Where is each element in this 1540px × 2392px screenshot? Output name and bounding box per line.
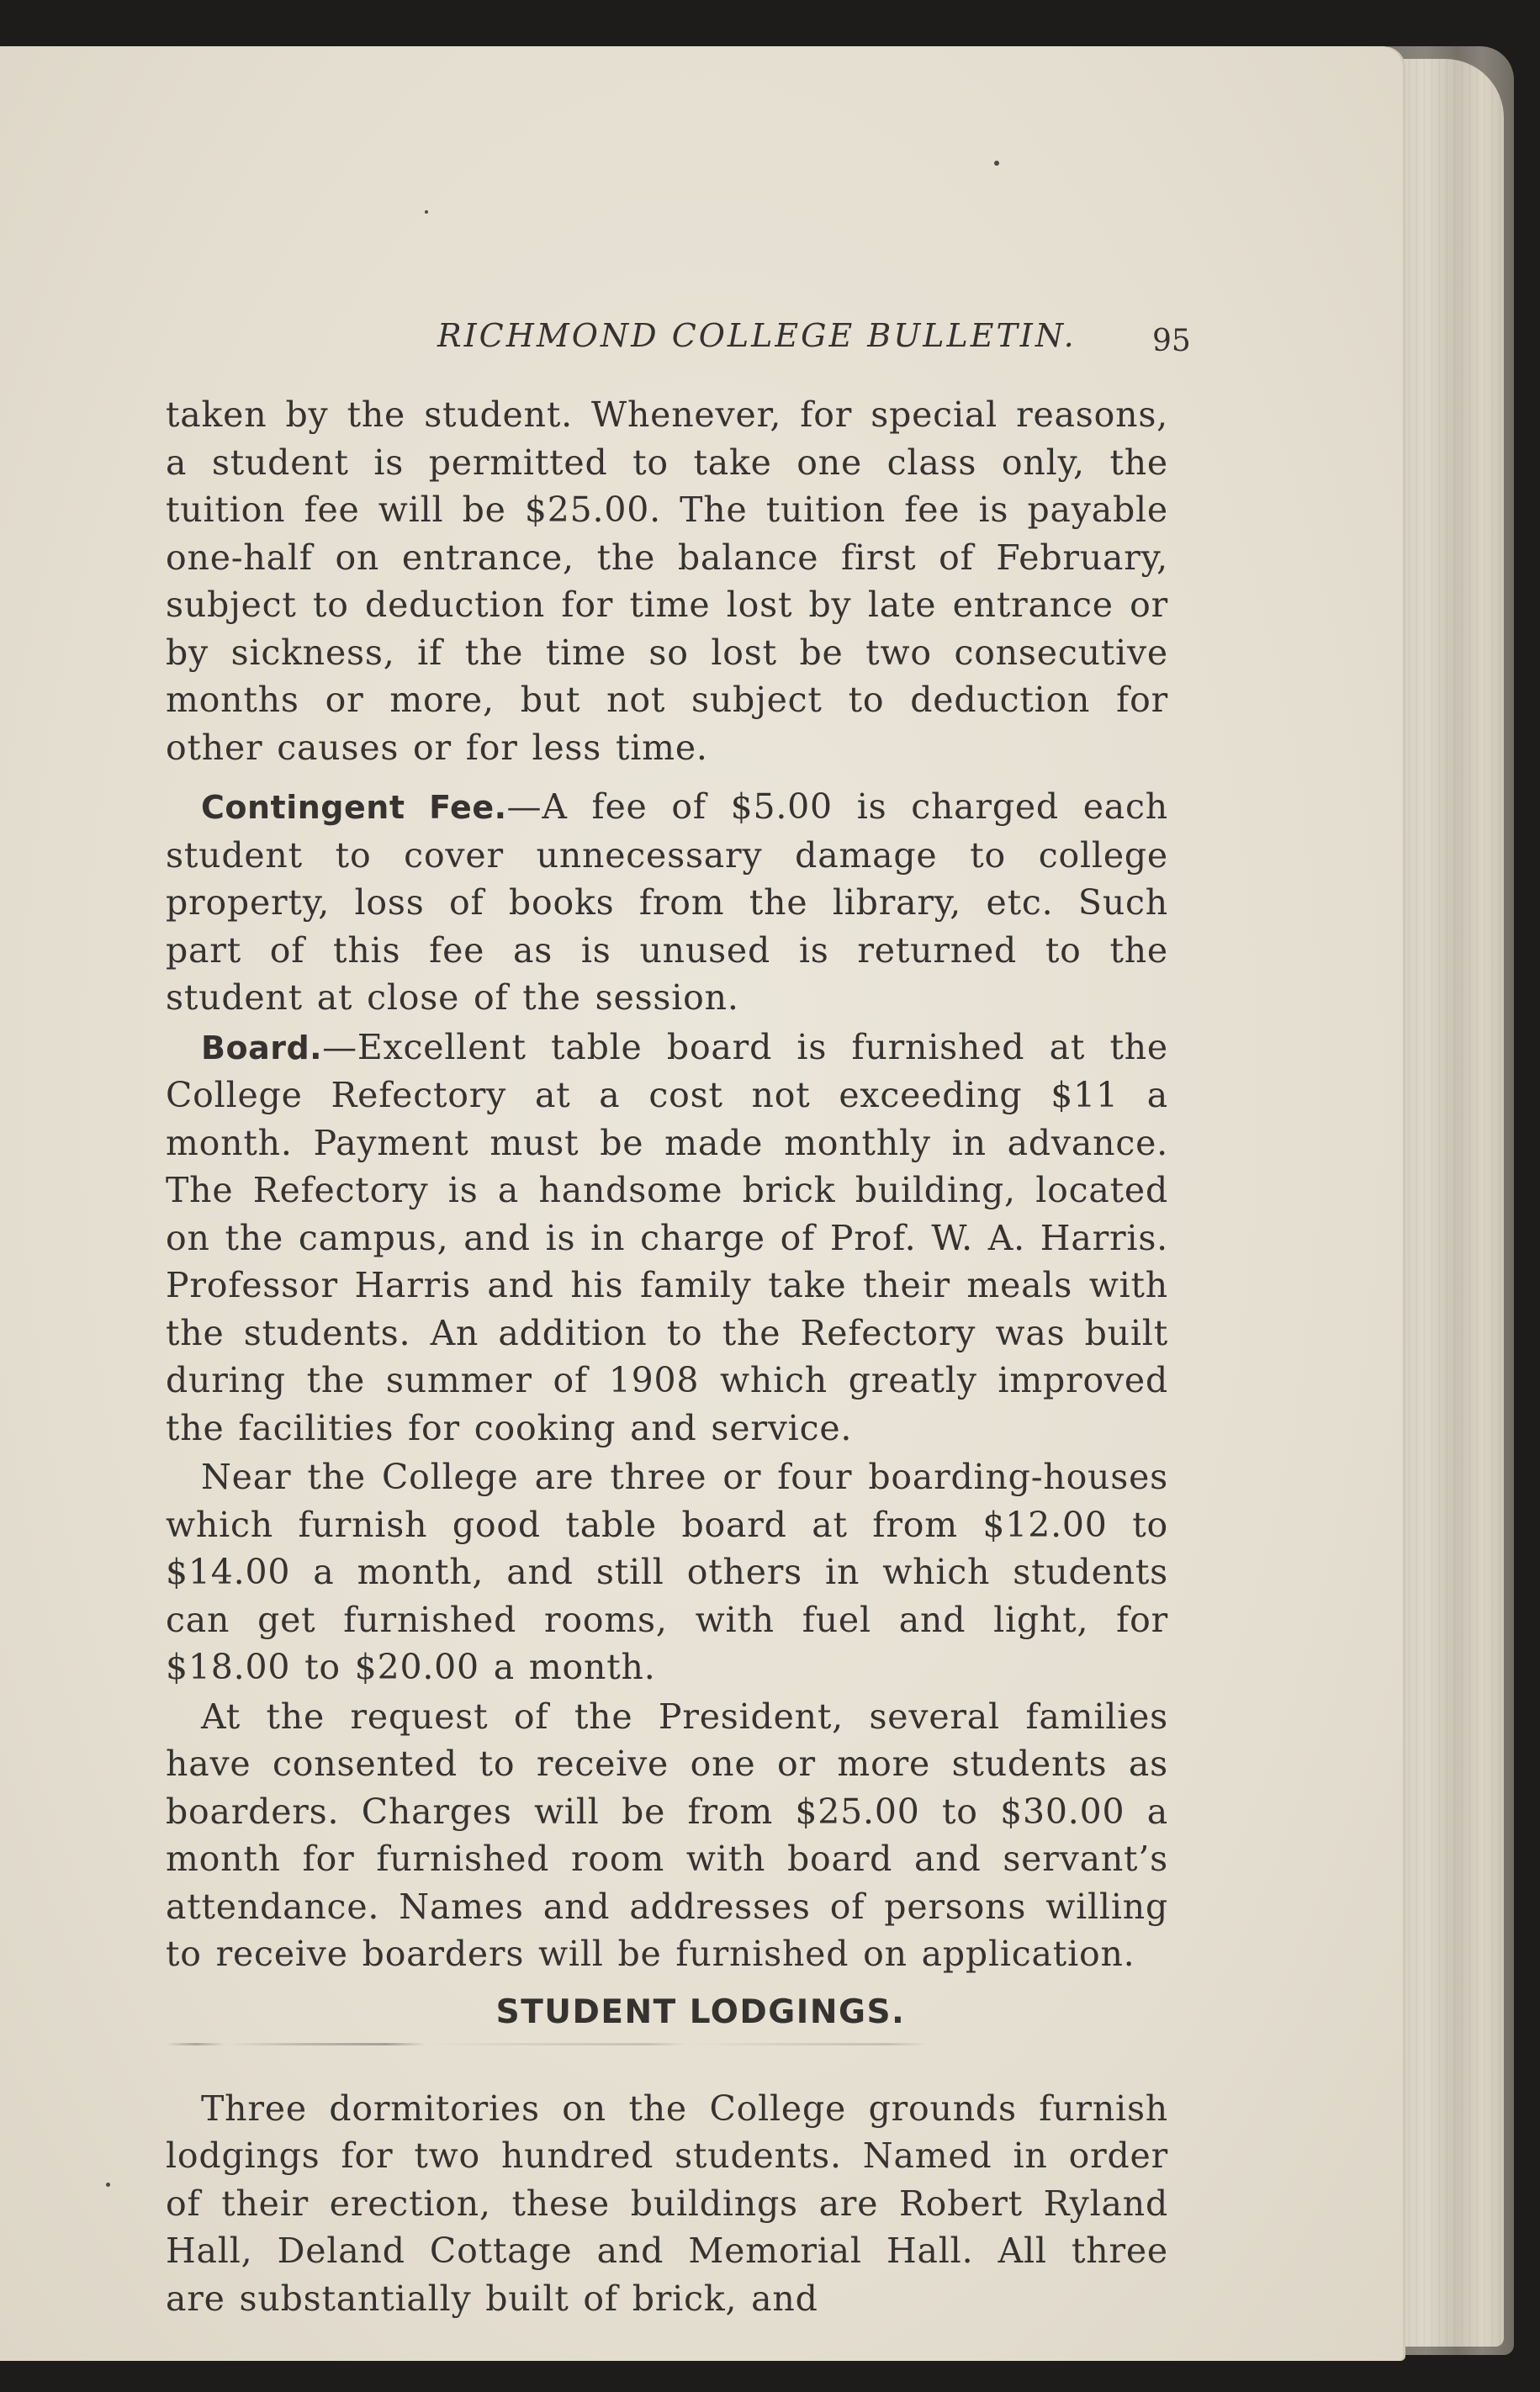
paragraph-text: Near the College are three or four boarding-houses which furnish good table board at from $12.00 to $14.00 a month, and still others in which students can get furnished rooms, with fuel and light, for $18.00 to $20.00 a month. [166, 1457, 1168, 1687]
paragraph-tuition [166, 391, 1168, 771]
paragraph-text: Three dormitories on the College grounds furnish lodgings for two hundred students. Named in order of their erection, these buildings are Robert Ryland Hall, Deland Cottage and Memorial Hall. All three are substantially built of brick, and [166, 2088, 1168, 2319]
paragraph-lodgings [166, 2085, 1168, 2323]
paragraph-lead: Contingent Fee. [201, 789, 507, 826]
section-heading: STUDENT LODGINGS. [495, 1992, 906, 2031]
type-smudge-rule [166, 2038, 1168, 2056]
paper-speck [994, 161, 999, 166]
page-stack-edge-outer [1388, 46, 1514, 2355]
paragraph-lead: Board. [201, 1029, 323, 1066]
paragraph-contingent-fee [166, 783, 1168, 1022]
paragraph-boarding-houses [166, 1453, 1168, 1691]
book-page [0, 46, 1403, 2361]
paragraph-families [166, 1693, 1168, 1978]
paragraph-text: taken by the student. Whenever, for special reasons, a student is permitted to take one class only, the tuition fee will be $25.00. The tuition fee is payable one-half on entrance, the balance first of February, subject to deduction for time lost by late entrance or by sickness, if the time so lost be two consecutive months or more, but not subject to deduction for other causes or for less time. [166, 394, 1168, 768]
paper-speck [106, 2183, 110, 2187]
paragraph-text: At the request of the President, several families have consented to receive one or more students as boarders. Charges will be from $25.00 to $30.00 a month for furnished room with board and servant’s attendance. Names and addresses of persons willing to receive boarders will be furnished on application. [166, 1696, 1168, 1974]
paragraph-text: —A fee of $5.00 is charged each student to cover unnecessary damage to college property, loss of books from the library, etc. Such part of this fee as is unused is returned to the student at close of the session. [166, 786, 1168, 1018]
paragraph-text: —Excellent table board is furnished at the College Refectory at a cost not exceeding $11 a month. Payment must be made monthly in advance. The Refectory is a handsome brick building, located on the campus, and is in charge of Prof. W. A. Harris. Professor Harris and his family take their meals with the students. An addition to the Refectory was built during the summer of 1908 which greatly improved the facilities for cooking and service. [166, 1026, 1168, 1448]
page-number: 95 [1152, 324, 1191, 358]
paper-speck [425, 210, 428, 214]
body-text [166, 391, 1168, 2322]
running-head: RICHMOND COLLEGE BULLETIN. [437, 317, 1077, 354]
paragraph-board [166, 1024, 1168, 1453]
